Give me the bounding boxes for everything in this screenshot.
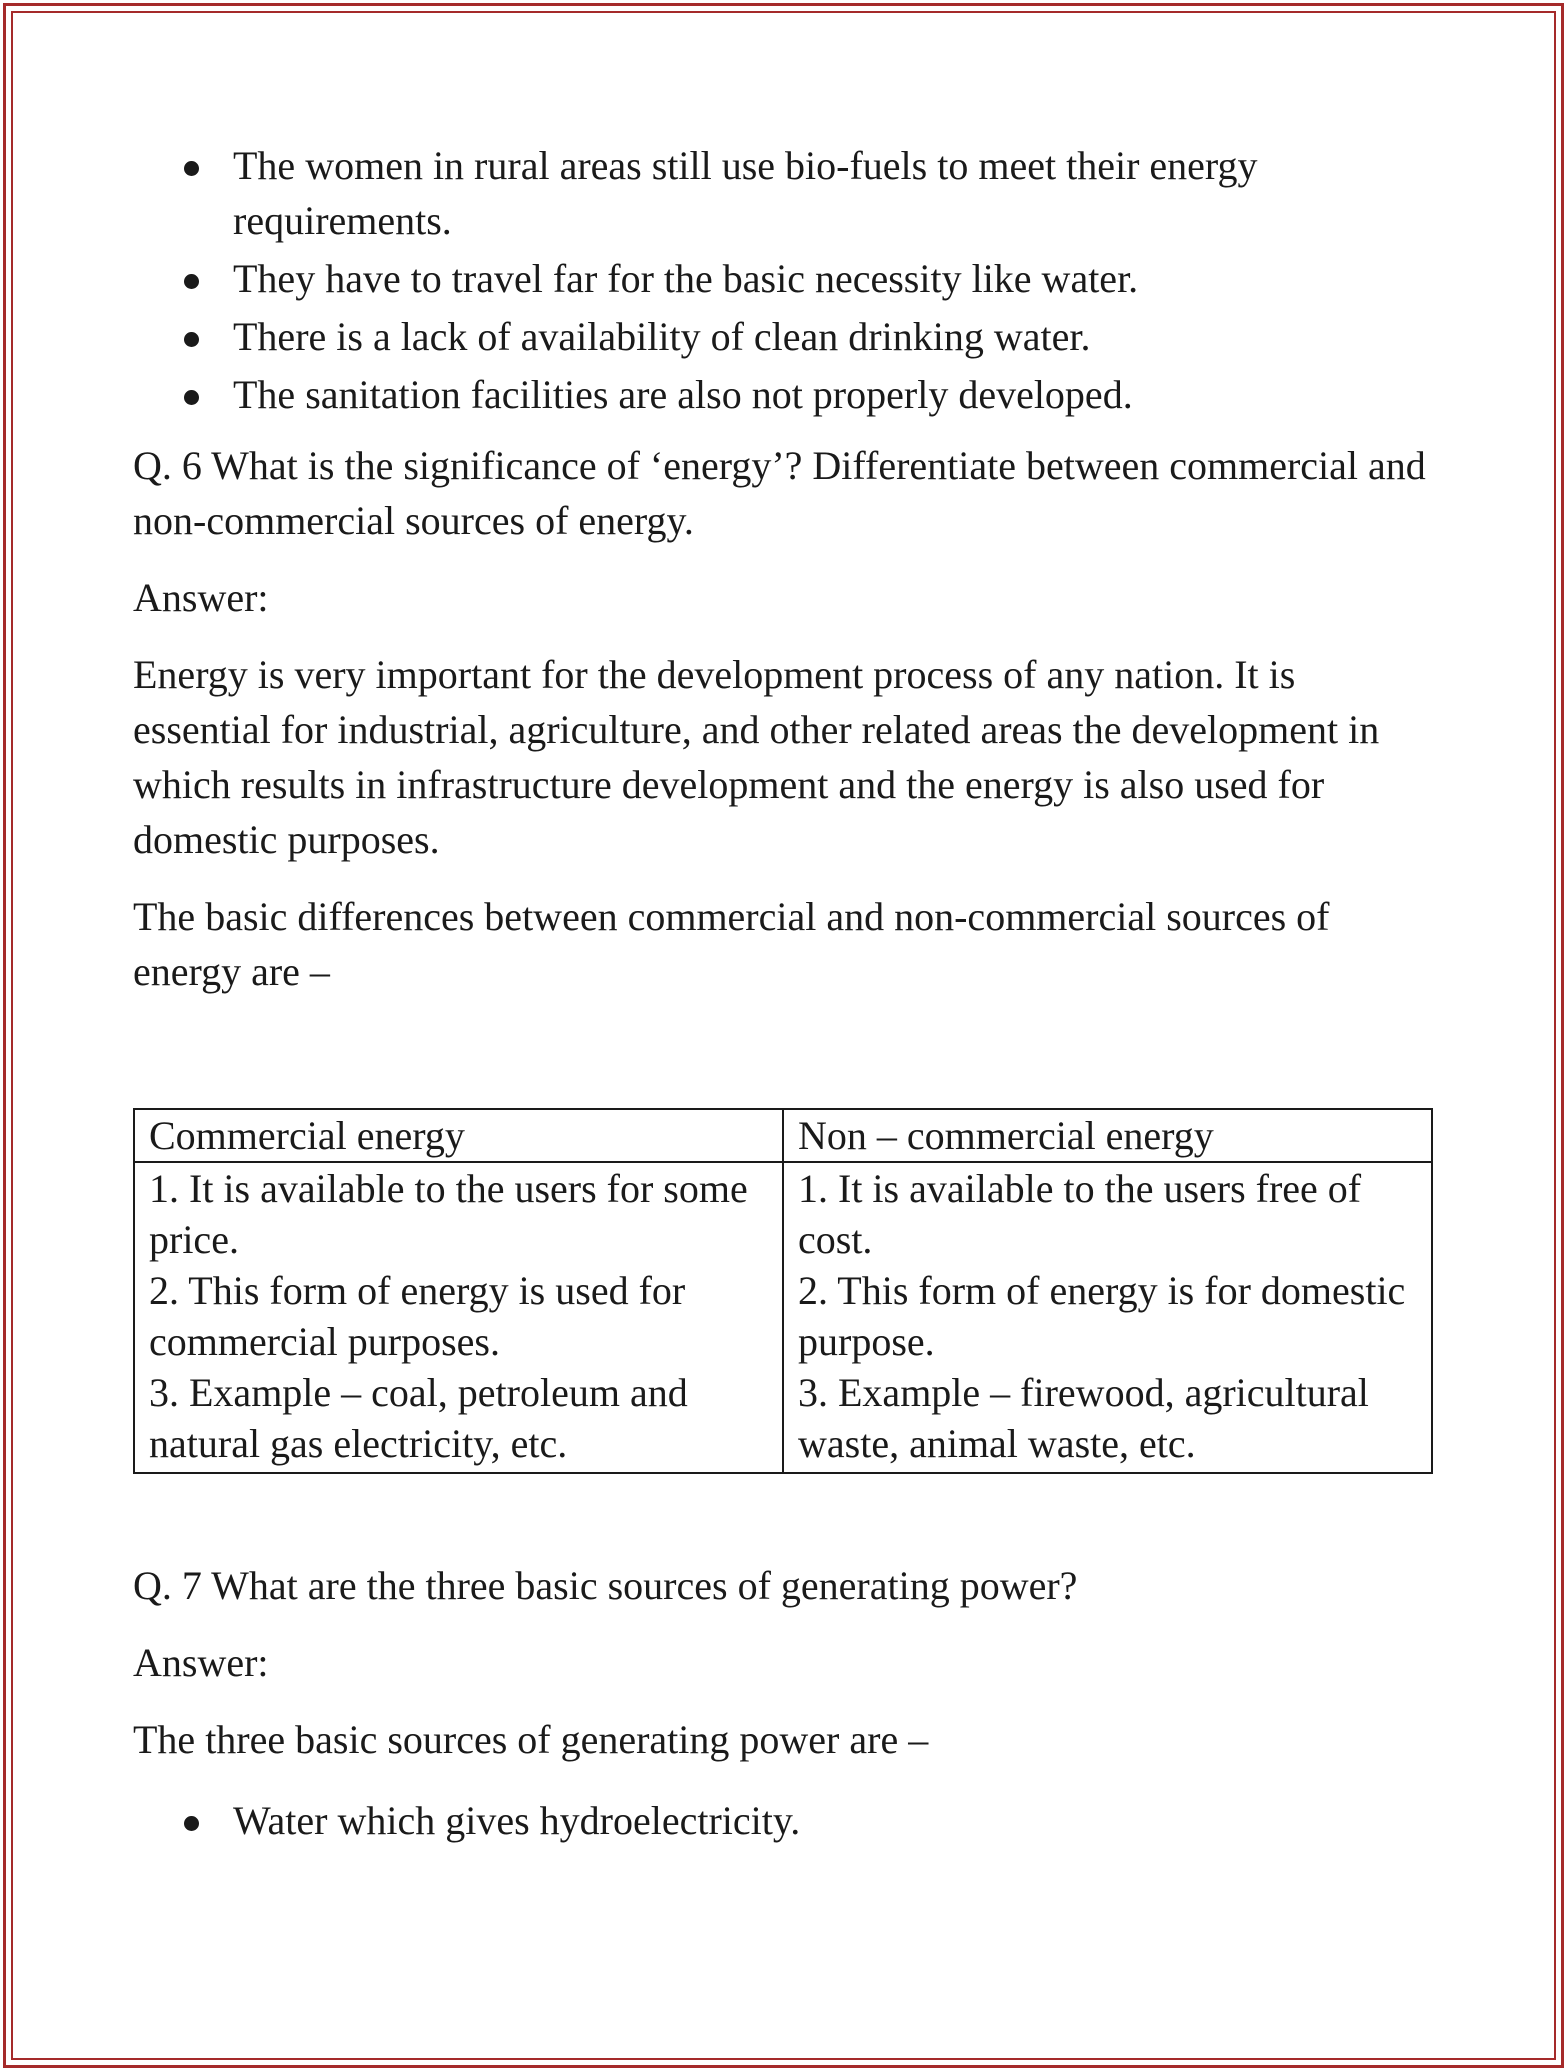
answer-paragraph: The basic differences between commercial and non-commercial sources of energy are – <box>133 894 1330 994</box>
intro-bullet-list <box>133 138 1443 422</box>
bullet-item: The women in rural areas still use bio-fuels to meet their energy requirements. <box>233 138 1443 248</box>
table-header-cell: Non – commercial energy <box>783 1109 1432 1162</box>
cell-point: 3. Example – firewood, agricultural waste, animal waste, etc. <box>798 1370 1369 1466</box>
document-body <box>133 138 1443 1851</box>
bullet-item: Water which gives hydroelectricity. <box>233 1793 1443 1848</box>
bullet-item: The sanitation facilities are also not properly developed. <box>233 367 1443 422</box>
table-cell-non-commercial <box>783 1162 1432 1473</box>
bullet-item: They have to travel far for the basic necessity like water. <box>233 251 1443 306</box>
answer-paragraph: The three basic sources of generating power are – <box>133 1717 929 1762</box>
bullet-item: There is a lack of availability of clean drinking water. <box>233 309 1443 364</box>
table-header-row <box>134 1109 1432 1162</box>
table-row <box>134 1162 1432 1473</box>
table-header-cell: Commercial energy <box>134 1109 783 1162</box>
answer-label: Answer: <box>133 575 269 620</box>
table-cell-commercial <box>134 1162 783 1473</box>
power-sources-list <box>133 1793 1443 1848</box>
answer-label: Answer: <box>133 1640 269 1685</box>
question-6: Q. 6 What is the significance of ‘energy’? Differentiate between commercial and non-commercial sources of energy. <box>133 443 1426 543</box>
cell-point: 2. This form of energy is used for commercial purposes. <box>149 1268 686 1364</box>
answer-paragraph: Energy is very important for the development process of any nation. It is essential for industrial, agriculture, and other related areas the development in which results in infrastructure development and the energy is also used for domestic purposes. <box>133 652 1380 862</box>
energy-comparison-table <box>133 1108 1433 1474</box>
cell-point: 3. Example – coal, petroleum and natural gas electricity, etc. <box>149 1370 688 1466</box>
question-7: Q. 7 What are the three basic sources of generating power? <box>133 1563 1078 1608</box>
cell-point: 1. It is available to the users free of cost. <box>798 1166 1362 1262</box>
cell-point: 2. This form of energy is for domestic purpose. <box>798 1268 1406 1364</box>
cell-point: 1. It is available to the users for some price. <box>149 1166 748 1262</box>
